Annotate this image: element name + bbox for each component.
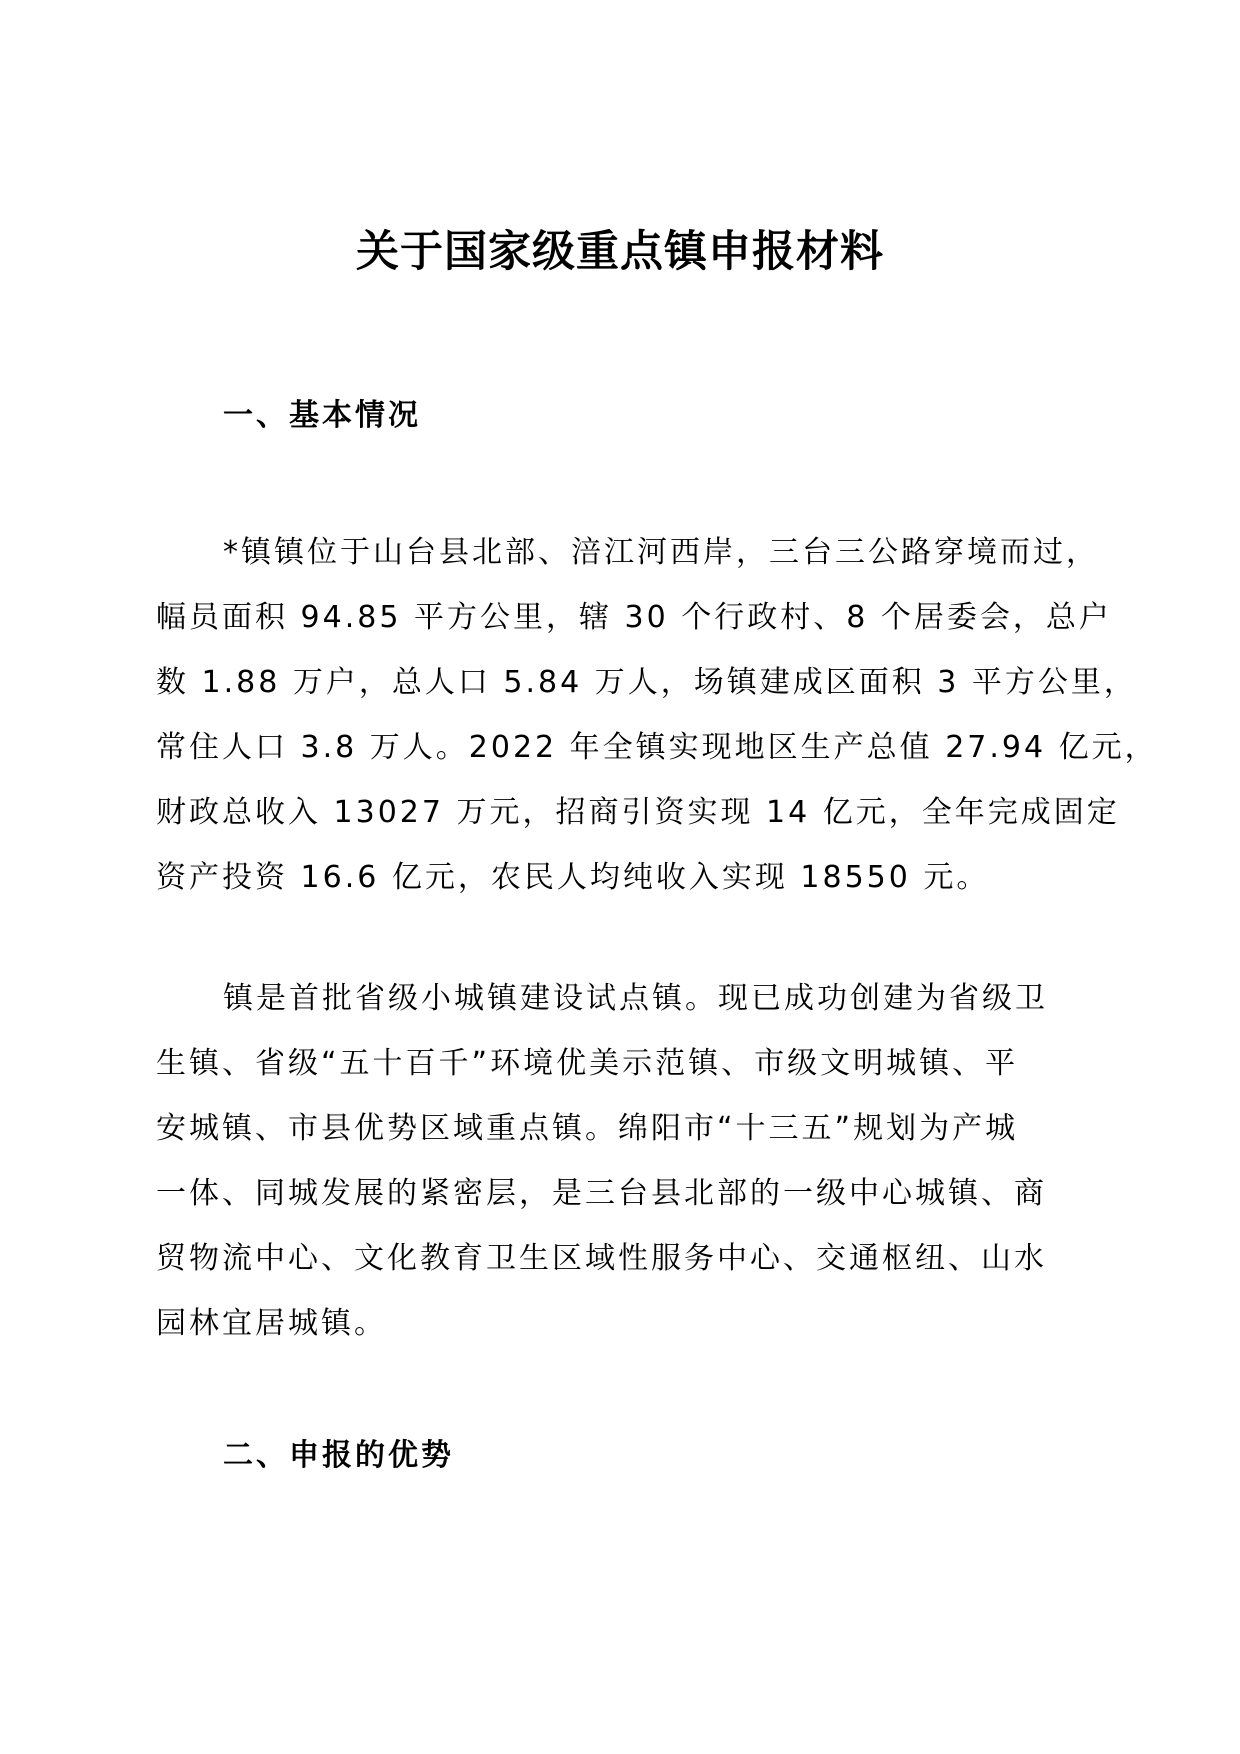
paragraph-line: *镇镇位于山台县北部、涪江河西岸，三台三公路穿境而过， (223, 535, 1099, 570)
paragraph-line: 一体、同城发展的紧密层，是三台县北部的一级中心城镇、商 (156, 1176, 1047, 1211)
paragraph-line: 资产投资 16.6 亿元，农民人均纯收入实现 18550 元。 (156, 860, 990, 895)
paragraph-line: 幅员面积 94.85 平方公里，辖 30 个行政村、8 个居委会，总户 (156, 600, 1112, 635)
paragraph-line: 常住人口 3.8 万人。2022 年全镇实现地区生产总值 27.94 亿元， (156, 730, 1158, 765)
paragraph-line: 贸物流中心、文化教育卫生区域性服务中心、交通枢纽、山水 (156, 1241, 1047, 1276)
section-heading-basic-info: 一、基本情况 (223, 398, 421, 433)
paragraph-line: 财政总收入 13027 万元，招商引资实现 14 亿元，全年完成固定 (156, 795, 1120, 830)
paragraph-basic-info (156, 520, 1158, 910)
section-heading-advantages: 二、申报的优势 (223, 1438, 454, 1473)
paragraph-line: 镇是首批省级小城镇建设试点镇。现已成功创建为省级卫 (223, 981, 1048, 1016)
paragraph-town-status (156, 966, 1086, 1356)
paragraph-line: 生镇、省级“五十百千”环境优美示范镇、市级文明城镇、平 (156, 1046, 1019, 1081)
paragraph-line: 安城镇、市县优势区域重点镇。绵阳市“十三五”规划为产城 (156, 1111, 1019, 1146)
paragraph-line: 数 1.88 万户，总人口 5.84 万人，场镇建成区面积 3 平方公里， (156, 665, 1137, 700)
paragraph-line: 园林宜居城镇。 (156, 1306, 387, 1341)
document-title: 关于国家级重点镇申报材料 (356, 227, 884, 277)
